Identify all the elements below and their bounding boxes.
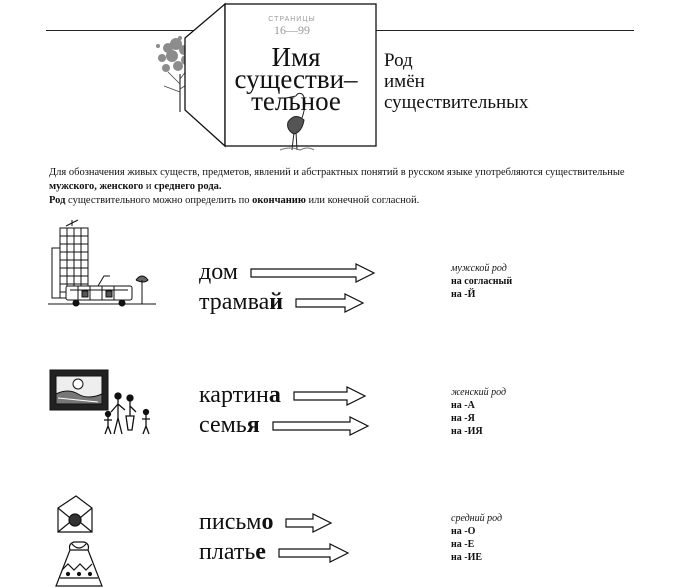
title-line-1: Имя — [271, 42, 321, 72]
word-semya-stem: семь — [199, 412, 247, 438]
pages-label-text: СТРАНИЦЫ — [268, 16, 316, 23]
title-line-2: существи– — [234, 64, 358, 94]
page-subtitle — [384, 50, 528, 113]
intro-p2-d: или конечной согласной. — [305, 195, 420, 206]
arrow-right-icon — [250, 263, 376, 283]
header-rule-right — [376, 30, 634, 31]
intro-p2-c: окончанию — [252, 195, 306, 206]
rule-masculine-line: на согласный — [451, 276, 513, 287]
word-tramvay — [199, 288, 365, 316]
word-pismo-ending: о — [261, 509, 274, 535]
intro-p1-b: мужского, женского — [49, 181, 144, 192]
intro-p1-c: и — [143, 181, 155, 192]
subtitle-line-1: Род — [384, 50, 413, 71]
rule-feminine-line: на -Я — [451, 413, 475, 424]
word-dom — [199, 258, 376, 286]
intro-p2-b: существительного можно определить по — [65, 195, 253, 206]
pages-range: 16—99 — [274, 23, 310, 37]
rule-feminine — [451, 386, 506, 438]
pages-label — [252, 16, 332, 36]
rule-masculine — [451, 262, 512, 301]
word-kartina-ending: а — [268, 382, 281, 408]
word-platye-ending: е — [255, 539, 266, 565]
word-kartina — [199, 381, 367, 409]
word-dom-stem: дом — [199, 259, 238, 285]
word-kartina-stem: картин — [199, 382, 269, 408]
word-tramvay-stem: трамва — [199, 289, 270, 315]
rule-masculine-title: мужской род — [451, 263, 507, 274]
subtitle-line-3: существительных — [384, 92, 529, 113]
word-semya — [199, 411, 370, 439]
envelope-dress-icon — [48, 494, 118, 588]
word-platye — [199, 538, 350, 566]
word-platye-stem: плать — [199, 539, 256, 565]
word-tramvay-ending: й — [269, 289, 284, 315]
subtitle-line-2: имён — [384, 71, 425, 92]
page-title — [232, 42, 360, 116]
rule-feminine-line: на -А — [451, 400, 475, 411]
title-line-3: тельное — [251, 86, 341, 116]
building-tram-icon — [48, 218, 156, 314]
rule-feminine-line: на -ИЯ — [451, 426, 483, 437]
rule-neuter — [451, 512, 502, 564]
rule-feminine-title: женский род — [451, 387, 507, 398]
intro-paragraph-1 — [49, 166, 639, 194]
rule-neuter-title: средний род — [451, 513, 503, 524]
rule-neuter-line: на -О — [451, 526, 476, 537]
rule-neuter-line: на -ИЕ — [451, 552, 483, 563]
word-semya-ending: я — [246, 412, 260, 438]
intro-text — [49, 166, 639, 208]
arrow-right-icon — [272, 416, 370, 436]
arrow-right-icon — [293, 386, 367, 406]
rule-neuter-line: на -Е — [451, 539, 475, 550]
arrow-right-icon — [295, 293, 365, 313]
word-pismo — [199, 508, 333, 536]
intro-paragraph-2 — [49, 194, 639, 208]
intro-p2-a: Род — [49, 195, 66, 206]
picture-family-icon — [48, 368, 160, 440]
intro-p1-d: среднего рода. — [154, 181, 222, 192]
arrow-right-icon — [278, 543, 350, 563]
arrow-right-icon — [285, 513, 333, 533]
word-pismo-stem: письм — [199, 509, 262, 535]
intro-p1-a: Для обозначения живых существ, предметов, явлений и абстрактных понятий в русском языке употребляются существительные — [49, 167, 625, 178]
rule-masculine-line: на -Й — [451, 289, 476, 300]
